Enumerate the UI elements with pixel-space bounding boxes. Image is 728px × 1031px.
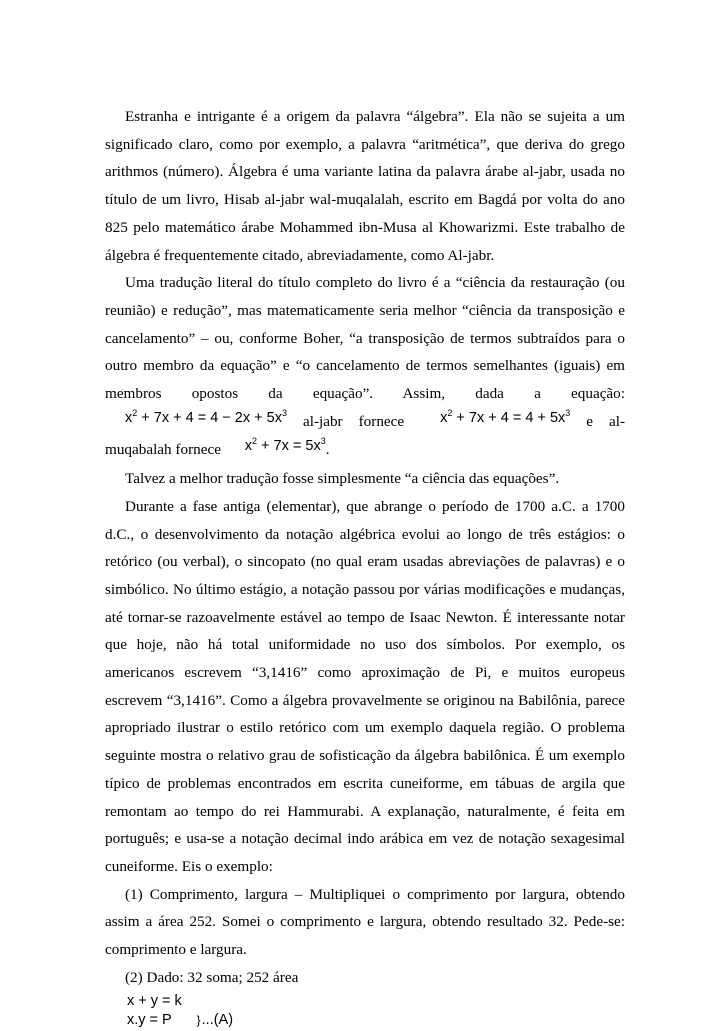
translation-text-1: Uma tradução literal do título completo do livro é a “ciência da restauração (ou reunião) e redução”, mas matematicamente seria melhor “ciência da transposição e cancelamento” – ou, conforme Boher, “a transposição de termos subtraídos para o outro membro da equação” e “o cancelamento de termos semelhantes (iguais) em membros opostos da equação”. Assim, dada a equação: [105,274,625,403]
translation-text-4: . [325,441,330,459]
paragraph-example-1: (1) Comprimento, largura – Multipliquei o comprimento por largura, obtendo assim a área 252. Somei o comprimento e largura, obtendo resultado 32. Pede-se: comprimento e largura. [105,885,625,959]
equation-original-rest: + 7x + 4 = 4 − 2x + 5x [137,409,282,426]
equation-al-muqabalah-x: x [244,438,252,455]
translation-text-3: e al-muqabalah fornece [105,412,626,459]
paragraph-ancient-phase: Durante a fase antiga (elementar), que abrange o período de 1700 a.C. a 1700 d.C., o desenvolvimento da notação algébrica evolui ao longo de três estágios: o retórico (ou verbal), o sincopato (no qual eram usadas abreviações de palavras) e o simbólico. No último estágio, a notação passou por várias modificações e mudanças, até tornar-se razoavelmente estável ao tempo de Isaac Newton. É interessante notar que hoje, não há total uniformidade no uso dos símbolos. Por exemplo, os americanos escrevem “3,1416” como aproximação de Pi, e muitos europeus escrevem “3,1416”. Como a álgebra provavelmente se originou na Babilônia, parece apropriado ilustrar o estilo retórico com um exemplo daquela região. O problema seguinte mostra o relativo grau de sofisticação da álgebra babilônica. É um exemplo típico de problemas encontrados em escrita cuneiforme, em tábuas de argila que remontam ao tempo do rei Hammurabi. A explanação, naturalmente, é feita em português; e usa-se a notação decimal indo arábica em vez de notação sexagesimal cuneiforme. Eis o exemplo: [105,497,625,875]
exponent: 2 [132,407,138,418]
system-line-2-equation: x.y = P [127,1011,172,1028]
system-line-2 [105,1011,625,1030]
paragraph-origin: Estranha e intrigante é a origem da palavra “álgebra”. Ela não se sujeita a um significado claro, como por exemplo, a palavra “aritmética”, que deriva do grego arithmos (número). Álgebra é uma variante latina da palavra árabe al-jabr, usada no título de um livro, Hisab al-jabr wal-muqalalah, escrito em Bagdá por volta do ano 825 pelo matemático árabe Mohammed ibn-Musa al Khowarizmi. Este trabalho de álgebra é frequentemente citado, abreviadamente, como Al-jabr. [105,108,625,264]
exponent: 3 [565,407,571,418]
brace-symbol: } [196,1012,201,1027]
exponent: 2 [447,407,453,418]
equation-al-muqabalah-rest: + 7x = 5x [257,438,321,455]
exponent: 3 [320,436,326,447]
paragraph-equations-science: Talvez a melhor tradução fosse simplesmente “a ciência das equações”. [125,470,560,488]
equation-al-muqabalah [225,433,326,461]
translation-text-2: al-jabr fornece [302,412,405,430]
exponent: 3 [281,407,287,418]
system-line-1: x + y = k [127,992,182,1009]
equation-original [105,405,287,433]
equation-al-jabr [420,405,570,433]
equation-system [105,992,625,1030]
exponent: 2 [252,436,258,447]
system-label: ...(A) [201,1011,234,1028]
equation-al-jabr-rest: + 7x + 4 = 4 + 5x [452,409,566,426]
equation-original-x: x [125,409,133,426]
body-text [105,103,625,1030]
equation-al-jabr-x: x [440,409,448,426]
paragraph-example-2: (2) Dado: 32 soma; 252 área [125,968,299,986]
paragraph-translation [105,269,625,465]
